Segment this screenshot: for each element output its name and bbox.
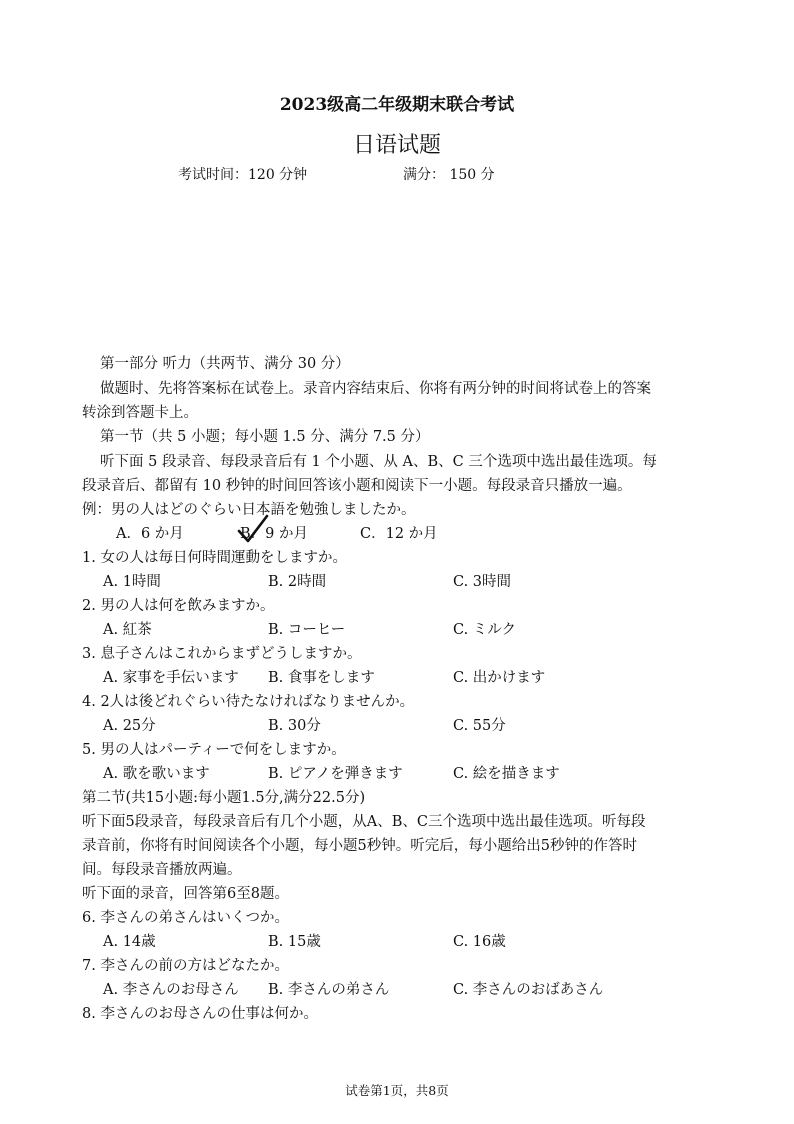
exam-time: 考试时间：120 分钟 <box>178 167 308 183</box>
question-3: 3. 息子さんはこれからまずどうしますか。 <box>82 646 362 662</box>
q3-option-a: A. 家事を手伝います <box>103 670 239 686</box>
example-option-a: A．6 か月 <box>116 526 184 542</box>
q2-option-a: A. 紅茶 <box>103 622 152 638</box>
question-6: 6. 李さんの弟さんはいくつか。 <box>82 910 289 926</box>
q7-option-a: A. 李さんのお母さん <box>103 982 239 998</box>
section1-instruction-line1: 听下面 5 段录音、每段录音后有 1 个小题、从 A、B、C 三个选项中选出最佳选项。每 <box>100 454 657 470</box>
q5-option-a: A. 歌を歌います <box>103 766 210 782</box>
section2-instruction-line3: 间。每段录音播放两遍。 <box>82 862 242 878</box>
section2-heading: 第二节(共15小题:每小题1.5分,满分22.5分) <box>82 790 366 806</box>
example-option-b: B．9 か月 <box>240 526 308 542</box>
part1-heading: 第一部分 听力（共两节、满分 30 分） <box>100 356 350 372</box>
question-1: 1. 女の人は毎日何時間運動をしますか。 <box>82 550 347 566</box>
q6-option-a: A. 14歳 <box>103 934 156 950</box>
q3-option-b: B. 食事をします <box>268 670 375 686</box>
page-footer: 试卷第1页，共8页 <box>345 1083 449 1098</box>
q3-option-c: C. 出かけます <box>453 670 546 686</box>
example-option-c: C．12 か月 <box>360 526 438 542</box>
question-4: 4. 2人は後どれぐらい待たなければなりませんか。 <box>82 694 415 710</box>
question-5: 5. 男の人はパーティーで何をしますか。 <box>82 742 346 758</box>
q5-option-b: B. ピアノを弾きます <box>268 766 403 782</box>
checkmark-icon <box>236 514 270 544</box>
q7-option-b: B. 李さんの弟さん <box>268 982 390 998</box>
question-2: 2. 男の人は何を飲みますか。 <box>82 598 275 614</box>
part1-instruction-line2: 转涂到答题卡上。 <box>82 405 198 421</box>
part1-instruction-line1: 做题时、先将答案标在试卷上。录音内容结束后、你将有两分钟的时间将试卷上的答案 <box>100 381 651 397</box>
q6-option-c: C. 16歳 <box>453 934 506 950</box>
q1-option-b: B. 2時間 <box>268 574 327 590</box>
section2-instruction-line1: 听下面5段录音，每段录音后有几个小题，从A、B、C三个选项中选出最佳选项。听每段 <box>82 814 646 830</box>
q2-option-b: B. コーヒー <box>268 622 346 638</box>
q4-option-c: C. 55分 <box>453 718 506 734</box>
example-question: 例：男の人はどのぐらい日本語を勉強しましたか。 <box>82 502 416 518</box>
exam-score: 满分： 150 分 <box>403 167 495 183</box>
exam-subtitle: 日语试题 <box>352 133 441 158</box>
listen-instruction: 听下面的录音，回答第6至8题。 <box>82 886 289 902</box>
question-8: 8. 李さんのお母さんの仕事は何か。 <box>82 1006 318 1022</box>
q2-option-c: C. ミルク <box>453 622 517 638</box>
section1-instruction-line2: 段录音后、都留有 10 秒钟的时间回答该小题和阅读下一小题。每段录音只播放一遍。 <box>82 478 632 494</box>
q6-option-b: B. 15歳 <box>268 934 321 950</box>
q5-option-c: C. 絵を描きます <box>453 766 560 782</box>
q1-option-a: A. 1時間 <box>103 574 161 590</box>
q4-option-a: A. 25分 <box>103 718 156 734</box>
q7-option-c: C. 李さんのおばあさん <box>453 982 604 998</box>
exam-title: 2023级高二年级期末联合考试 <box>279 95 515 115</box>
question-7: 7. 李さんの前の方はどなたか。 <box>82 958 289 974</box>
q1-option-c: C. 3時間 <box>453 574 512 590</box>
section1-heading: 第一节（共 5 小题；每小题 1.5 分、满分 7.5 分） <box>100 429 430 445</box>
q4-option-b: B. 30分 <box>268 718 321 734</box>
section2-instruction-line2: 录音前，你将有时间阅读各个小题，每小题5秒钟。听完后，每小题给出5秒钟的作答时 <box>82 838 637 854</box>
